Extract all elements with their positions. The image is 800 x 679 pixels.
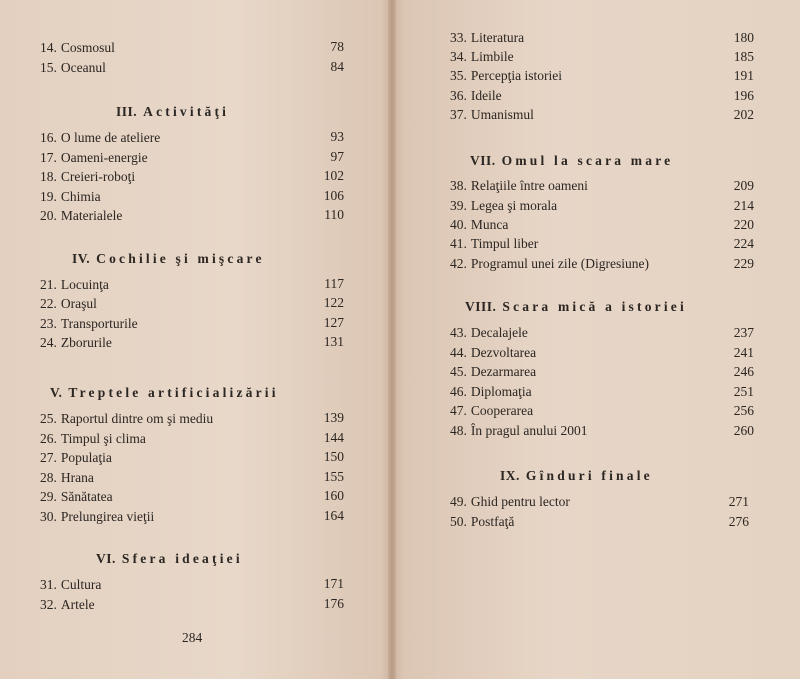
entry-number: 15.: [40, 60, 57, 75]
entry-page: 271: [728, 494, 749, 509]
entry-title: Umanismul: [470, 107, 534, 122]
entry-page: 246: [733, 364, 754, 379]
entry-title: Programul unei zile (Digresiune): [470, 256, 649, 271]
toc-entry: [40, 296, 97, 312]
toc-entry: [40, 60, 106, 76]
entry-number: 29.: [40, 489, 57, 504]
entry-number: 20.: [40, 208, 57, 223]
entry-number: 24.: [40, 335, 57, 350]
entry-page: 224: [733, 236, 754, 251]
entry-page: 214: [733, 198, 754, 213]
entry-title: Percepţia istoriei: [470, 68, 562, 83]
entry-number: 31.: [40, 577, 57, 592]
entry-number: 34.: [450, 49, 467, 64]
toc-entry: [40, 189, 101, 205]
toc-entry: [40, 577, 101, 593]
entry-number: 35.: [450, 68, 467, 83]
entry-number: 45.: [450, 364, 467, 379]
section-roman: III.: [116, 104, 138, 119]
toc-entry: [40, 208, 122, 224]
entry-title: Raportul dintre om şi mediu: [60, 411, 214, 426]
section-title: Cochilie şi mişcare: [96, 251, 265, 266]
entry-title: Literatura: [470, 30, 525, 45]
entry-title: Cooperarea: [470, 403, 534, 418]
toc-entry: [450, 364, 536, 380]
entry-title: Transporturile: [60, 316, 138, 331]
entry-title: Sănătatea: [60, 489, 113, 504]
toc-entry: [450, 30, 524, 46]
toc-entry: [40, 335, 112, 351]
entry-number: 17.: [40, 150, 57, 165]
entry-title: Populaţia: [60, 450, 112, 465]
entry-title: Cultura: [60, 577, 102, 592]
book-gutter: [388, 0, 396, 679]
entry-title: Ideile: [470, 88, 502, 103]
toc-entry: [40, 277, 109, 293]
entry-number: 23.: [40, 316, 57, 331]
entry-number: 30.: [40, 509, 57, 524]
entry-title: O lume de ateliere: [60, 130, 161, 145]
toc-entry: [450, 345, 536, 361]
entry-page: 155: [323, 469, 344, 484]
entry-page: 110: [324, 207, 344, 222]
section-roman: VI.: [96, 551, 116, 566]
entry-page: 202: [733, 107, 754, 122]
toc-entry: [40, 450, 112, 466]
entry-title: Relaţiile între oameni: [470, 178, 588, 193]
entry-page: 176: [323, 596, 344, 611]
entry-page: 229: [733, 256, 754, 271]
toc-entry: [450, 236, 538, 252]
entry-page: 196: [733, 88, 754, 103]
entry-title: În pragul anului 2001: [470, 423, 588, 438]
entry-page: 260: [733, 423, 754, 438]
toc-entry: [450, 107, 534, 123]
entry-page: 241: [733, 345, 754, 360]
entry-number: 32.: [40, 597, 57, 612]
entry-title: Timpul şi clima: [60, 431, 146, 446]
entry-page: 84: [330, 59, 344, 74]
entry-title: Timpul liber: [470, 236, 539, 251]
section-heading: [72, 251, 265, 267]
section-heading: [500, 468, 653, 484]
entry-page: 220: [733, 217, 754, 232]
section-title: Treptele artificializării: [68, 385, 279, 400]
section-heading: [116, 104, 229, 120]
entry-page: 185: [733, 49, 754, 64]
entry-title: Chimia: [60, 189, 101, 204]
section-roman: IX.: [500, 468, 520, 483]
entry-title: Artele: [60, 597, 95, 612]
entry-title: Prelungirea vieţii: [60, 509, 155, 524]
entry-page: 102: [323, 168, 344, 183]
entry-number: 44.: [450, 345, 467, 360]
entry-number: 18.: [40, 169, 57, 184]
toc-entry: [450, 88, 502, 104]
toc-entry: [40, 411, 213, 427]
entry-number: 19.: [40, 189, 57, 204]
toc-entry: [450, 514, 514, 530]
section-heading: [465, 299, 687, 315]
entry-number: 21.: [40, 277, 57, 292]
entry-title: Legea şi morala: [470, 198, 558, 213]
toc-entry: [40, 40, 115, 56]
entry-title: Cosmosul: [60, 40, 115, 55]
entry-number: 41.: [450, 236, 467, 251]
toc-entry: [450, 325, 528, 341]
entry-title: Munca: [470, 217, 509, 232]
entry-number: 43.: [450, 325, 467, 340]
entry-title: Oraşul: [60, 296, 97, 311]
entry-number: 47.: [450, 403, 467, 418]
entry-title: Hrana: [60, 470, 94, 485]
entry-page: 171: [323, 576, 344, 591]
entry-number: 28.: [40, 470, 57, 485]
toc-entry: [450, 403, 533, 419]
entry-page: 131: [323, 334, 344, 349]
toc-entry: [40, 169, 135, 185]
toc-entry: [40, 509, 154, 525]
entry-title: Diplomaţia: [470, 384, 532, 399]
section-roman: IV.: [72, 251, 91, 266]
entry-number: 16.: [40, 130, 57, 145]
toc-entry: [450, 217, 508, 233]
toc-entry: [450, 384, 532, 400]
entry-number: 39.: [450, 198, 467, 213]
entry-number: 40.: [450, 217, 467, 232]
entry-title: Zborurile: [60, 335, 112, 350]
toc-entry: [40, 597, 95, 613]
entry-number: 26.: [40, 431, 57, 446]
toc-entry: [450, 68, 562, 84]
entry-number: 38.: [450, 178, 467, 193]
entry-number: 25.: [40, 411, 57, 426]
section-title: Sfera ideaţiei: [121, 551, 243, 566]
toc-entry: [450, 256, 649, 272]
entry-page: 276: [728, 514, 749, 529]
entry-number: 27.: [40, 450, 57, 465]
toc-entry: [40, 130, 160, 146]
entry-number: 49.: [450, 494, 467, 509]
entry-title: Limbile: [470, 49, 514, 64]
entry-page: 139: [323, 410, 344, 425]
entry-number: 48.: [450, 423, 467, 438]
toc-entry: [40, 150, 148, 166]
entry-number: 50.: [450, 514, 467, 529]
toc-entry: [40, 489, 113, 505]
entry-page: 180: [733, 30, 754, 45]
entry-page: 191: [733, 68, 754, 83]
section-title: Scara mică a istoriei: [502, 299, 687, 314]
section-roman: VIII.: [465, 299, 497, 314]
section-roman: V.: [50, 385, 63, 400]
toc-entry: [40, 316, 138, 332]
entry-page: 256: [733, 403, 754, 418]
section-title: Activităţi: [143, 104, 230, 119]
entry-title: Dezarmarea: [470, 364, 537, 379]
entry-number: 37.: [450, 107, 467, 122]
entry-title: Decalajele: [470, 325, 528, 340]
toc-entry: [40, 431, 146, 447]
toc-entry: [450, 178, 588, 194]
section-heading: [50, 385, 279, 401]
entry-page: 237: [733, 325, 754, 340]
toc-entry: [450, 198, 557, 214]
entry-number: 46.: [450, 384, 467, 399]
section-roman: VII.: [470, 153, 496, 168]
section-title: Omul la scara mare: [501, 153, 674, 168]
entry-number: 42.: [450, 256, 467, 271]
toc-entry: [450, 494, 570, 510]
entry-page: 97: [330, 149, 344, 164]
entry-page: 251: [733, 384, 754, 399]
entry-page: 127: [323, 315, 344, 330]
entry-page: 106: [323, 188, 344, 203]
entry-page: 122: [323, 295, 344, 310]
entry-number: 33.: [450, 30, 467, 45]
entry-page: 209: [733, 178, 754, 193]
entry-number: 36.: [450, 88, 467, 103]
entry-page: 150: [323, 449, 344, 464]
entry-page: 93: [330, 129, 344, 144]
entry-page: 144: [323, 430, 344, 445]
entry-title: Postfaţă: [470, 514, 515, 529]
toc-entry: [450, 49, 514, 65]
entry-page: 78: [330, 39, 344, 54]
section-title: Gînduri finale: [525, 468, 653, 483]
entry-page: 117: [324, 276, 344, 291]
page-folio: 284: [182, 630, 203, 645]
entry-page: 164: [323, 508, 344, 523]
entry-title: Dezvoltarea: [470, 345, 537, 360]
entry-title: Locuinţa: [60, 277, 109, 292]
entry-number: 22.: [40, 296, 57, 311]
entry-page: 160: [323, 488, 344, 503]
section-heading: [470, 153, 673, 169]
entry-title: Ghid pentru lector: [470, 494, 570, 509]
toc-entry: [450, 423, 587, 439]
entry-title: Oceanul: [60, 60, 106, 75]
toc-entry: [40, 470, 94, 486]
entry-title: Oameni-energie: [60, 150, 148, 165]
entry-title: Materialele: [60, 208, 123, 223]
section-heading: [96, 551, 243, 567]
entry-title: Creieri-roboţi: [60, 169, 136, 184]
entry-number: 14.: [40, 40, 57, 55]
